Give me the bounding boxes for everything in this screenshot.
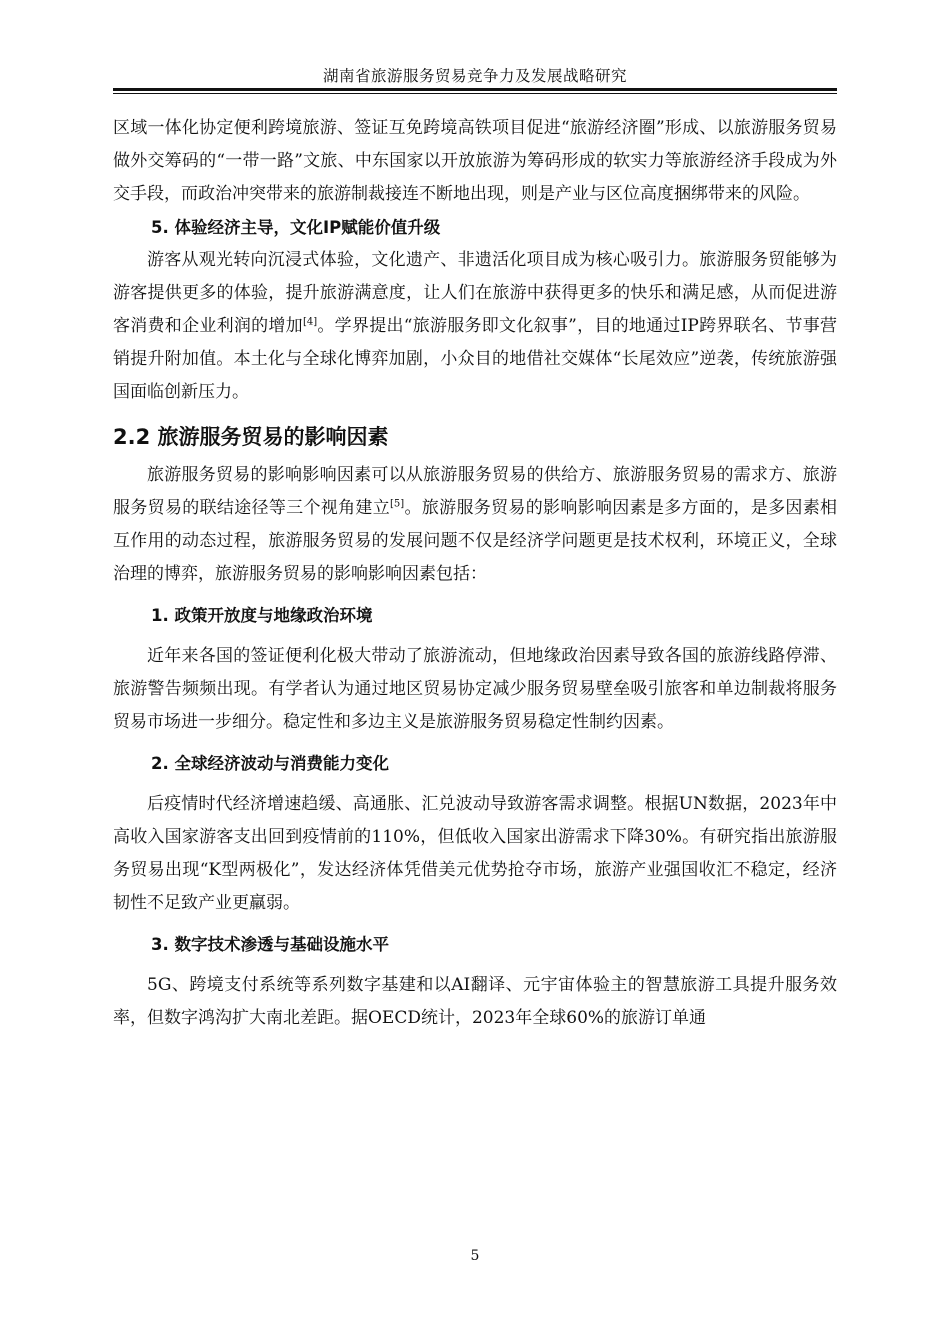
paragraph-factors-intro xyxy=(113,459,837,591)
paragraph-text: 。学界提出“旅游服务即文化叙事”，目的地通过IP跨界联名、节事营销提升附加值。本土化与全球化博弈加剧，小众目的地借社交媒体“长尾效应”逆袭，传统旅游强国面临创新压力。 xyxy=(113,316,838,402)
subheading-digital: 3. 数字技术渗透与基础设施水平 xyxy=(151,935,389,954)
citation-ref-4: [4] xyxy=(302,316,318,328)
subheading-policy: 1. 政策开放度与地缘政治环境 xyxy=(151,606,373,625)
subheading-experience-economy: 5. 体验经济主导，文化IP赋能价值升级 xyxy=(151,218,441,237)
paragraph-policy: 近年来各国的签证便利化极大带动了旅游流动，但地缘政治因素导致各国的旅游线路停滞、旅游警告频频出现。有学者认为通过地区贸易协定减少服务贸易壁垒吸引旅客和单边制裁将服务贸易市场进一步细分。稳定性和多边主义是旅游服务贸易稳定性制约因素。 xyxy=(113,646,837,732)
subheading-economy: 2. 全球经济波动与消费能力变化 xyxy=(151,754,389,773)
section-heading-2-2: 2.2 旅游服务贸易的影响因素 xyxy=(113,425,389,449)
paragraph-economy: 后疫情时代经济增速趋缓、高通胀、汇兑波动导致游客需求调整。根据UN数据，2023年中高收入国家游客支出回到疫情前的110%，但低收入国家出游需求下降30%。有研究指出旅游服务贸易出现“K型两极化”，发达经济体凭借美元优势抢夺市场，旅游产业强国收汇不稳定，经济韧性不足致产业更羸弱。 xyxy=(113,794,837,913)
running-header: 湖南省旅游服务贸易竞争力及发展战略研究 xyxy=(322,67,627,85)
paragraph-continued: 区域一体化协定便利跨境旅游、签证互免跨境高铁项目促进“旅游经济圈”形成、以旅游服务贸易做外交筹码的“一带一路”文旅、中东国家以开放旅游为筹码形成的软实力等旅游经济手段成为外交手段，而政治冲突带来的旅游制裁接连不断地出现，则是产业与区位高度捆绑带来的风险。 xyxy=(113,118,837,204)
page-body xyxy=(113,112,837,1035)
paragraph-experience-economy xyxy=(113,244,837,409)
page-number: 5 xyxy=(470,1248,480,1264)
paragraph-digital: 5G、跨境支付系统等系列数字基建和以AI翻译、元宇宙体验主的智慧旅游工具提升服务效率，但数字鸿沟扩大南北差距。据OECD统计，2023年全球60%的旅游订单通 xyxy=(113,975,837,1028)
header-rule-thin xyxy=(113,93,837,94)
header-rule-thick xyxy=(113,88,837,91)
citation-ref-5: [5] xyxy=(390,498,405,510)
paragraph-text: 游客从观光转向沉浸式体验，文化遗产、非遗活化项目成为核心吸引力。旅游服务贸能够为游客提供更多的体验，提升旅游满意度，让人们在旅游中获得更多的快乐和满足感，从而促进游客消费和企业利润的增加 xyxy=(113,250,837,336)
paragraph-text: 旅游服务贸易的影响影响因素可以从旅游服务贸易的供给方、旅游服务贸易的需求方、旅游服务贸易的联结途径等三个视角建立 xyxy=(113,465,837,518)
paragraph-text: 。旅游服务贸易的影响影响因素是多方面的，是多因素相互作用的动态过程，旅游服务贸易的发展问题不仅是经济学问题更是技术权利，环境正义，全球治理的博弈，旅游服务贸易的影响影响因素包括： xyxy=(113,498,838,584)
